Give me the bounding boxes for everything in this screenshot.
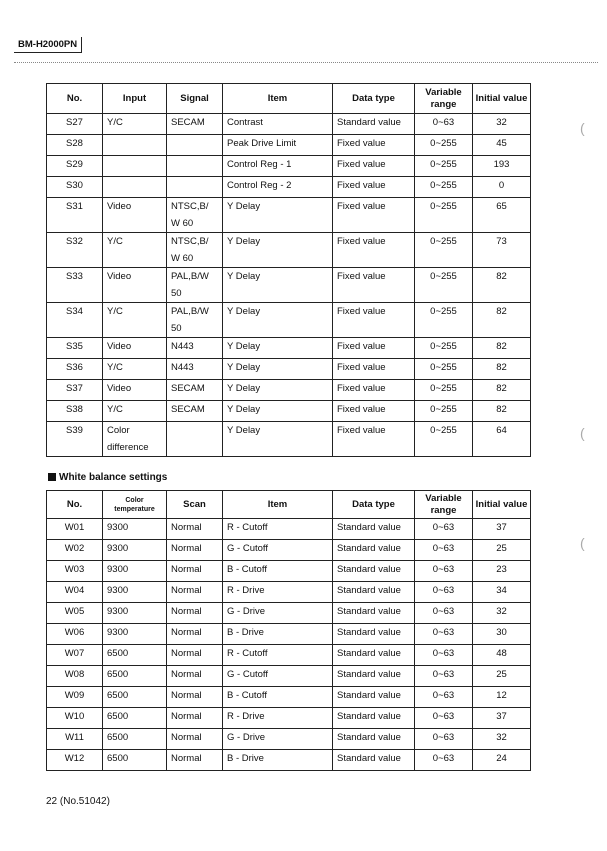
table-cell: 65 (473, 198, 531, 233)
table-row (47, 338, 531, 359)
table-cell: Peak Drive Limit (223, 135, 333, 156)
table-cell: Normal (167, 750, 223, 771)
table-cell: PAL,B/W 50 (167, 268, 223, 303)
table-cell: S32 (47, 233, 103, 268)
scan-mark-icon: ( (580, 425, 585, 441)
table-cell: Standard value (333, 114, 415, 135)
header-cell: Initial value (473, 84, 531, 114)
table-cell: 24 (473, 750, 531, 771)
table-cell: Fixed value (333, 380, 415, 401)
table-cell: S31 (47, 198, 103, 233)
table-cell: 0~63 (415, 519, 473, 540)
table-cell: 82 (473, 268, 531, 303)
table-cell: 32 (473, 114, 531, 135)
table-cell (167, 422, 223, 457)
table-cell: Standard value (333, 540, 415, 561)
header-cell: Signal (167, 84, 223, 114)
table-cell (103, 135, 167, 156)
table-cell: Normal (167, 519, 223, 540)
section-heading-text: White balance settings (59, 472, 168, 483)
wb-header-row (47, 491, 531, 519)
scan-mark-icon: ( (580, 120, 585, 136)
table-cell: 9300 (103, 561, 167, 582)
table-cell: 34 (473, 582, 531, 603)
table-cell: G - Drive (223, 603, 333, 624)
table-cell: 0~63 (415, 624, 473, 645)
table-cell: Y Delay (223, 268, 333, 303)
table-row (47, 582, 531, 603)
table-cell: Normal (167, 561, 223, 582)
table-cell: W03 (47, 561, 103, 582)
scan-mark-icon: ( (580, 535, 585, 551)
table-cell: Fixed value (333, 338, 415, 359)
table-row (47, 268, 531, 303)
table-cell: 0~255 (415, 338, 473, 359)
page-footer: 22 (No.51042) (46, 796, 110, 807)
table-row (47, 666, 531, 687)
table-cell: Standard value (333, 645, 415, 666)
table-row (47, 233, 531, 268)
header-cell: Data type (333, 84, 415, 114)
header-cell: No. (47, 491, 103, 519)
white-balance-table (46, 490, 531, 771)
table-cell: 45 (473, 135, 531, 156)
square-bullet-icon (48, 473, 56, 481)
settings-table (46, 83, 531, 457)
table-row (47, 561, 531, 582)
model-label: BM-H2000PN (14, 37, 82, 53)
table-cell: Y Delay (223, 233, 333, 268)
table-row (47, 198, 531, 233)
table-cell: 6500 (103, 645, 167, 666)
header-cell: Variable range (415, 491, 473, 519)
header-cell: Color temperature (103, 491, 167, 519)
table-cell: 9300 (103, 540, 167, 561)
table-cell: Video (103, 380, 167, 401)
table-cell: S27 (47, 114, 103, 135)
table-cell: PAL,B/W 50 (167, 303, 223, 338)
table-cell: Fixed value (333, 268, 415, 303)
header-cell: Variable range (415, 84, 473, 114)
table-row (47, 603, 531, 624)
table-cell: 0~63 (415, 603, 473, 624)
table-cell: Standard value (333, 519, 415, 540)
table-cell: W09 (47, 687, 103, 708)
table-cell: R - Drive (223, 708, 333, 729)
table-cell: 82 (473, 401, 531, 422)
table-cell (103, 177, 167, 198)
table-cell: Normal (167, 582, 223, 603)
table-cell: 0~63 (415, 540, 473, 561)
table-cell: Fixed value (333, 422, 415, 457)
table-cell: Standard value (333, 603, 415, 624)
table-cell: Y/C (103, 114, 167, 135)
table-cell: 25 (473, 540, 531, 561)
table-cell: 6500 (103, 708, 167, 729)
table-cell: 82 (473, 380, 531, 401)
table-cell: 0~255 (415, 156, 473, 177)
table-cell: 48 (473, 645, 531, 666)
table-cell: 0~255 (415, 359, 473, 380)
table-cell: Fixed value (333, 303, 415, 338)
table-cell: Standard value (333, 708, 415, 729)
table-cell (167, 135, 223, 156)
table-cell: SECAM (167, 401, 223, 422)
table-cell: 0~63 (415, 114, 473, 135)
table-cell: W12 (47, 750, 103, 771)
table-cell: S39 (47, 422, 103, 457)
table-cell: Y Delay (223, 338, 333, 359)
table-cell: Contrast (223, 114, 333, 135)
table-cell: Fixed value (333, 135, 415, 156)
table-cell: 9300 (103, 519, 167, 540)
table-row (47, 135, 531, 156)
table-cell: Y Delay (223, 422, 333, 457)
header-cell: No. (47, 84, 103, 114)
table-cell: 0~255 (415, 268, 473, 303)
table-row (47, 156, 531, 177)
table-cell: 0~63 (415, 645, 473, 666)
table-cell: 6500 (103, 729, 167, 750)
table-cell: W06 (47, 624, 103, 645)
table-cell: Fixed value (333, 401, 415, 422)
table-cell: 82 (473, 338, 531, 359)
table-cell: Normal (167, 708, 223, 729)
table-cell: W01 (47, 519, 103, 540)
table-cell: W08 (47, 666, 103, 687)
table-cell: Video (103, 268, 167, 303)
table-cell: W02 (47, 540, 103, 561)
table-cell: Y Delay (223, 198, 333, 233)
table-cell: Fixed value (333, 198, 415, 233)
table-cell: 0~255 (415, 233, 473, 268)
table-cell: N443 (167, 359, 223, 380)
table-row (47, 114, 531, 135)
header-cell: Input (103, 84, 167, 114)
table-cell: 82 (473, 303, 531, 338)
table-cell: NTSC,B/ W 60 (167, 198, 223, 233)
table-cell: Y/C (103, 401, 167, 422)
table-row (47, 729, 531, 750)
table-cell: 6500 (103, 750, 167, 771)
table-cell: R - Drive (223, 582, 333, 603)
table-cell (167, 177, 223, 198)
settings-table-body (47, 114, 531, 457)
table-cell: Y/C (103, 303, 167, 338)
table-row (47, 303, 531, 338)
table-row (47, 519, 531, 540)
table-cell: Y Delay (223, 380, 333, 401)
table-cell: W07 (47, 645, 103, 666)
table-cell: W04 (47, 582, 103, 603)
table-cell: Video (103, 198, 167, 233)
table-cell: G - Cutoff (223, 666, 333, 687)
table-cell: Normal (167, 624, 223, 645)
table-cell: 0~255 (415, 303, 473, 338)
table-cell: 0~63 (415, 708, 473, 729)
table-cell: G - Cutoff (223, 540, 333, 561)
table-cell: Fixed value (333, 156, 415, 177)
table-cell: Y/C (103, 359, 167, 380)
table-row (47, 359, 531, 380)
header-cell: Data type (333, 491, 415, 519)
header-cell: Initial value (473, 491, 531, 519)
table-row (47, 422, 531, 457)
table-cell: Standard value (333, 687, 415, 708)
table-cell: 0~255 (415, 422, 473, 457)
table-cell: W11 (47, 729, 103, 750)
table-cell: 0~63 (415, 729, 473, 750)
table-cell: Y Delay (223, 401, 333, 422)
table-cell: 9300 (103, 624, 167, 645)
table-cell: 12 (473, 687, 531, 708)
table-cell: 32 (473, 729, 531, 750)
table-row (47, 645, 531, 666)
header-cell: Item (223, 491, 333, 519)
table-cell: S35 (47, 338, 103, 359)
table-cell: Standard value (333, 582, 415, 603)
table-row (47, 540, 531, 561)
table-cell: 6500 (103, 687, 167, 708)
table-cell: Normal (167, 540, 223, 561)
table-cell: Standard value (333, 624, 415, 645)
table-cell: N443 (167, 338, 223, 359)
table-cell: Y/C (103, 233, 167, 268)
table-cell: Video (103, 338, 167, 359)
table-cell: 0~63 (415, 750, 473, 771)
table-cell: 0~63 (415, 561, 473, 582)
table-cell: 37 (473, 519, 531, 540)
table-cell: 0~255 (415, 401, 473, 422)
table-cell: 0~255 (415, 380, 473, 401)
header-cell: Scan (167, 491, 223, 519)
table-cell: 73 (473, 233, 531, 268)
table-cell: B - Cutoff (223, 687, 333, 708)
table-cell: R - Cutoff (223, 645, 333, 666)
table-cell: Control Reg - 2 (223, 177, 333, 198)
table-cell: S30 (47, 177, 103, 198)
table-row (47, 401, 531, 422)
table-cell: 0~255 (415, 198, 473, 233)
table-cell: Standard value (333, 729, 415, 750)
table-cell: S37 (47, 380, 103, 401)
table-cell: SECAM (167, 114, 223, 135)
table-cell: SECAM (167, 380, 223, 401)
table-cell: Y Delay (223, 359, 333, 380)
table-cell: 193 (473, 156, 531, 177)
table-cell: W05 (47, 603, 103, 624)
table-cell: B - Cutoff (223, 561, 333, 582)
table-cell (167, 156, 223, 177)
table-cell: 37 (473, 708, 531, 729)
table-cell: S34 (47, 303, 103, 338)
table-cell: S38 (47, 401, 103, 422)
table-cell: B - Drive (223, 750, 333, 771)
table-cell: Color difference (103, 422, 167, 457)
table-row (47, 708, 531, 729)
table-cell: 9300 (103, 603, 167, 624)
table-cell: Fixed value (333, 359, 415, 380)
table-cell: Fixed value (333, 177, 415, 198)
header-divider (14, 62, 598, 63)
table-cell: 82 (473, 359, 531, 380)
table-cell (103, 156, 167, 177)
table-cell: 0~63 (415, 666, 473, 687)
table-row (47, 687, 531, 708)
table-row (47, 380, 531, 401)
table-cell: W10 (47, 708, 103, 729)
table-row (47, 750, 531, 771)
table-cell: Normal (167, 666, 223, 687)
table-cell: G - Drive (223, 729, 333, 750)
table-cell: 0~63 (415, 582, 473, 603)
table-cell: R - Cutoff (223, 519, 333, 540)
table-cell: 9300 (103, 582, 167, 603)
table-row (47, 177, 531, 198)
table-cell: 6500 (103, 666, 167, 687)
table-cell: S36 (47, 359, 103, 380)
table-cell: Fixed value (333, 233, 415, 268)
white-balance-table-body (47, 519, 531, 771)
table-cell: Standard value (333, 561, 415, 582)
table-cell: 0~255 (415, 135, 473, 156)
table-cell: Normal (167, 729, 223, 750)
table-cell: B - Drive (223, 624, 333, 645)
table-cell: 0 (473, 177, 531, 198)
table-cell: 0~255 (415, 177, 473, 198)
table-cell: 32 (473, 603, 531, 624)
table-cell: 64 (473, 422, 531, 457)
table-cell: Y Delay (223, 303, 333, 338)
table-cell: 0~63 (415, 687, 473, 708)
table-cell: S29 (47, 156, 103, 177)
table-cell: NTSC,B/ W 60 (167, 233, 223, 268)
table-cell: 30 (473, 624, 531, 645)
settings-header-row (47, 84, 531, 114)
table-cell: 23 (473, 561, 531, 582)
table-cell: 25 (473, 666, 531, 687)
table-cell: Control Reg - 1 (223, 156, 333, 177)
table-cell: Normal (167, 603, 223, 624)
table-cell: Normal (167, 687, 223, 708)
table-cell: S28 (47, 135, 103, 156)
table-cell: S33 (47, 268, 103, 303)
table-row (47, 624, 531, 645)
section-heading (48, 472, 167, 483)
table-cell: Standard value (333, 750, 415, 771)
header-cell: Item (223, 84, 333, 114)
table-cell: Normal (167, 645, 223, 666)
table-cell: Standard value (333, 666, 415, 687)
